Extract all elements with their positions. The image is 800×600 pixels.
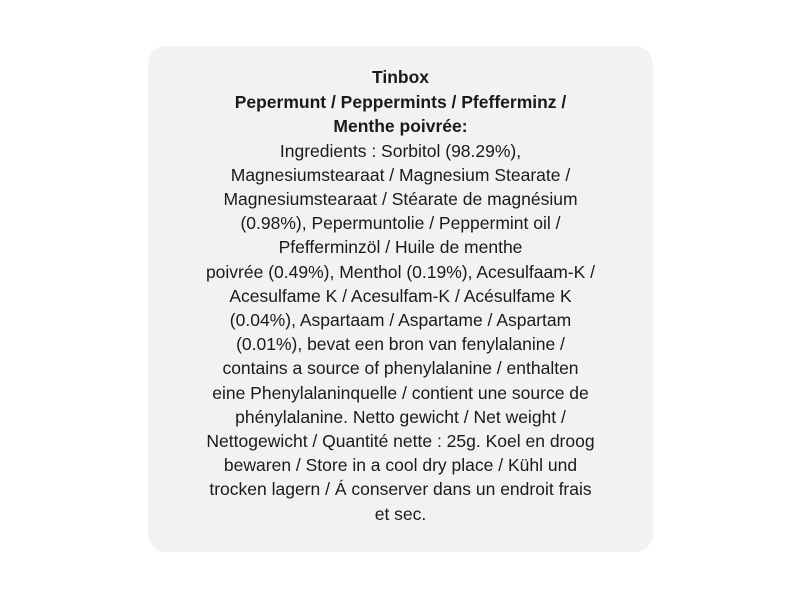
ingredients-line: contains a source of phenylalanine / enthalten [222, 358, 579, 379]
ingredients-line: eine Phenylalaninquelle / contient une source de [212, 382, 589, 403]
ingredients-line: (0.04%), Aspartaam / Aspartame / Aspartam [229, 309, 572, 330]
ingredients-line: Magnesiumstearaat / Stéarate de magnésium [223, 188, 578, 209]
product-label-card [148, 46, 653, 552]
ingredients-line: bewaren / Store in a cool dry place / Kühl und [223, 455, 578, 476]
ingredients-line: Nettogewicht / Quantité nette : 25g. Koel en droog [206, 430, 595, 451]
ingredients-line: (0.01%), bevat een bron van fenylalanine / [236, 334, 565, 355]
ingredients-line: et sec. [374, 503, 427, 524]
ingredients-line: Acesulfame K / Acesulfam-K / Acésulfame K [229, 285, 572, 306]
ingredients-line: trocken lagern / Á conserver dans un endroit frais [209, 479, 592, 500]
ingredients-line: phénylalanine. Netto gewicht / Net weight / [235, 406, 566, 427]
ingredients-line: poivrée (0.49%), Menthol (0.19%), Acesulfaam-K / [205, 261, 596, 282]
ingredients-line: Magnesiumstearaat / Magnesium Stearate / [230, 164, 571, 185]
label-product-name-fr: Menthe poivrée: [333, 116, 468, 136]
ingredients-line: Ingredients : Sorbitol (98.29%), [279, 140, 522, 161]
ingredients-line: (0.98%), Pepermuntolie / Peppermint oil / [240, 213, 561, 234]
label-product-name: Pepermunt / Peppermints / Pfefferminz / [234, 91, 567, 112]
ingredients-line: Pfefferminzöl / Huile de menthe [278, 237, 523, 258]
label-title: Tinbox [371, 67, 430, 87]
label-text-block [148, 65, 653, 526]
